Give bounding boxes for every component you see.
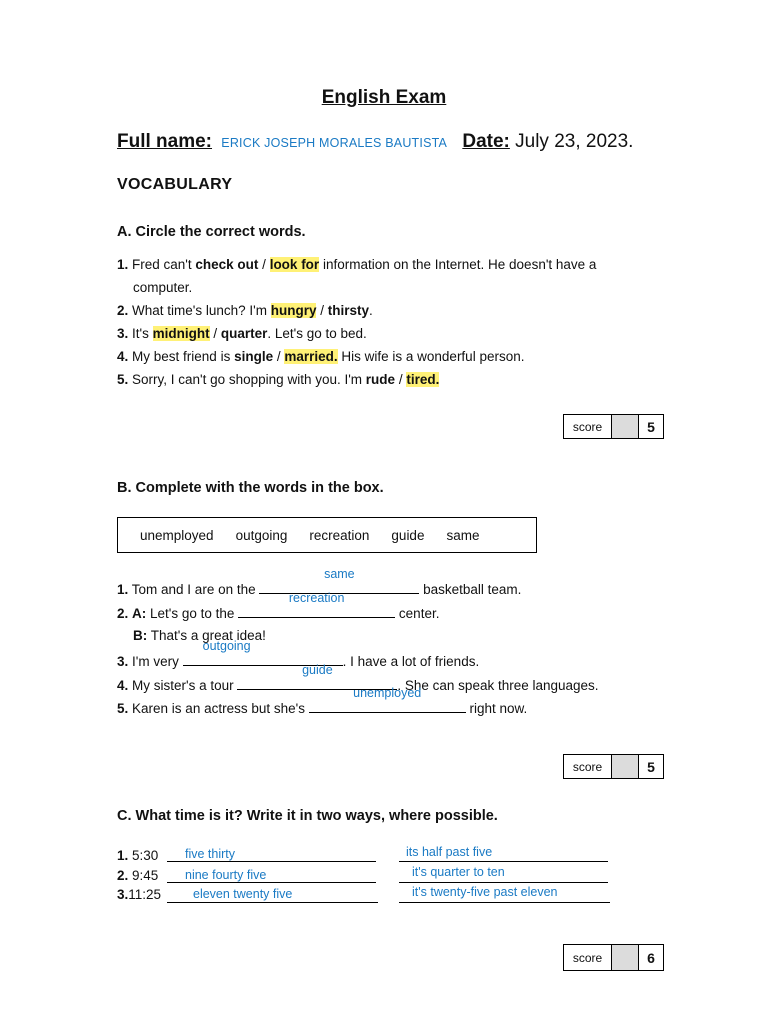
option-2-circled[interactable]: married. [284,349,338,364]
separator: / [316,303,328,318]
answer-text: guide [302,663,333,677]
time-value: 9:45 [128,868,159,883]
option-2[interactable]: thirsty [327,303,370,318]
item-text-pre: My best friend is [132,349,235,364]
item-text-pre: Let's go to the [146,606,239,621]
item-text-pre: It's [132,326,153,341]
item-text-pre: Tom and I are on the [131,582,260,597]
option-1-circled[interactable]: hungry [270,303,317,318]
option-2-circled[interactable]: look for [269,257,320,272]
section-c-item-1 [117,847,158,865]
item-number: 3. [117,654,129,669]
name-date-line [117,131,633,153]
answer-line-2[interactable] [399,883,610,903]
option-1[interactable]: check out [195,257,259,272]
answer-text: unemployed [353,686,422,700]
score-max: 5 [647,758,655,775]
item-text-post: . Let's go to bed. [267,326,367,341]
item-number: 2. [117,868,129,883]
section-c-item-3 [117,886,161,904]
section-b-heading: B. Complete with the words in the box. [117,480,384,496]
section-b-item-5 [117,686,528,718]
speaker-label: A: [132,606,147,621]
answer-text: outgoing [202,639,251,653]
section-a-item-3 [117,325,367,343]
answer-text: same [324,567,355,581]
answer-line-2[interactable] [399,843,608,862]
date-value: July 23, 2023. [515,131,634,152]
full-name-label: Full name: [117,131,213,152]
section-c-item-2 [117,867,158,885]
option-1[interactable]: rude [365,372,396,387]
date-label: Date: [462,131,510,152]
item-number: 2. [117,606,129,621]
answer-text: its half past five [406,845,493,859]
section-b-item-2 [117,591,440,623]
item-text-pre: My sister's a tour [132,678,238,693]
item-text-post: center. [395,606,440,621]
section-a-heading: A. Circle the correct words. [117,224,306,240]
item-number: 4. [117,678,129,693]
answer-text: nine fourty five [185,868,267,882]
separator: / [258,257,270,272]
answer-text: recreation [288,591,345,605]
separator: / [395,372,407,387]
item-number: 1. [117,582,129,597]
item-number: 3. [117,326,129,341]
answer-text: eleven twenty five [193,887,293,901]
time-value: 5:30 [128,848,159,863]
full-name-value: ERICK JOSEPH MORALES BAUTISTA [221,136,448,150]
box-word: unemployed [140,527,214,543]
answer-line-1[interactable] [167,885,378,903]
score-max: 5 [647,418,655,435]
score-label: score [564,945,612,970]
answer-blank[interactable] [238,591,395,618]
section-a-item-4 [117,348,524,366]
item-number: 1. [117,257,129,272]
item-text-post: right now. [465,701,528,716]
item-text-post: . I have a lot of friends. [342,654,480,669]
item-text-post: . [369,303,373,318]
score-max: 6 [647,949,655,966]
score-box-a [563,414,664,439]
item-text-pre: Karen is an actress but she's [132,701,309,716]
option-2-circled[interactable]: tired. [406,372,440,387]
speaker-label: B: [133,628,148,643]
answer-text: five thirty [185,847,236,861]
score-label: score [564,755,612,778]
item-text-pre: Fred can't [132,257,196,272]
section-a-item-5 [117,371,439,389]
option-2[interactable]: quarter [220,326,268,341]
answer-line-2[interactable] [399,863,608,883]
score-box-b [563,754,664,779]
separator: / [273,349,285,364]
box-word: outgoing [235,527,288,543]
score-input[interactable] [612,945,639,970]
item-text-pre: Sorry, I can't go shopping with you. I'm [132,372,366,387]
item-number: 5. [117,372,129,387]
answer-text: it's quarter to ten [412,865,505,879]
item-text-post: information on the Internet. He doesn't have a [319,257,597,272]
section-a-item-1 [117,256,596,274]
answer-line-1[interactable] [167,845,376,862]
answer-text: it's twenty-five past eleven [412,885,558,899]
item-text-post: His wife is a wonderful person. [337,349,525,364]
item-number: 2. [117,303,129,318]
section-c-heading: C. What time is it? Write it in two ways, where possible. [117,808,498,824]
item-text: That's a great idea! [147,628,266,643]
box-word: guide [391,527,425,543]
option-1-circled[interactable]: midnight [152,326,210,341]
item-number: 1. [117,848,129,863]
answer-blank[interactable] [309,686,466,713]
time-value: 11:25 [128,887,162,902]
box-word: same [446,527,480,543]
section-a-item-2 [117,302,373,320]
answer-line-1[interactable] [167,866,376,883]
score-label: score [564,415,612,438]
item-number: 4. [117,349,129,364]
word-box [117,517,537,553]
section-a-item-1-continued: computer. [133,280,193,295]
score-input[interactable] [612,415,639,438]
exam-title: English Exam [321,87,447,108]
item-text-pre: I'm very [132,654,183,669]
score-input[interactable] [612,755,639,778]
separator: / [209,326,221,341]
vocabulary-heading: VOCABULARY [117,176,233,193]
score-box-c [563,944,664,971]
item-number: 5. [117,701,129,716]
item-text-post: . She can speak three languages. [397,678,599,693]
option-1[interactable]: single [234,349,274,364]
box-word: recreation [309,527,370,543]
item-number: 3. [117,887,129,902]
item-text-pre: What time's lunch? I'm [132,303,271,318]
item-text-post: basketball team. [419,582,522,597]
